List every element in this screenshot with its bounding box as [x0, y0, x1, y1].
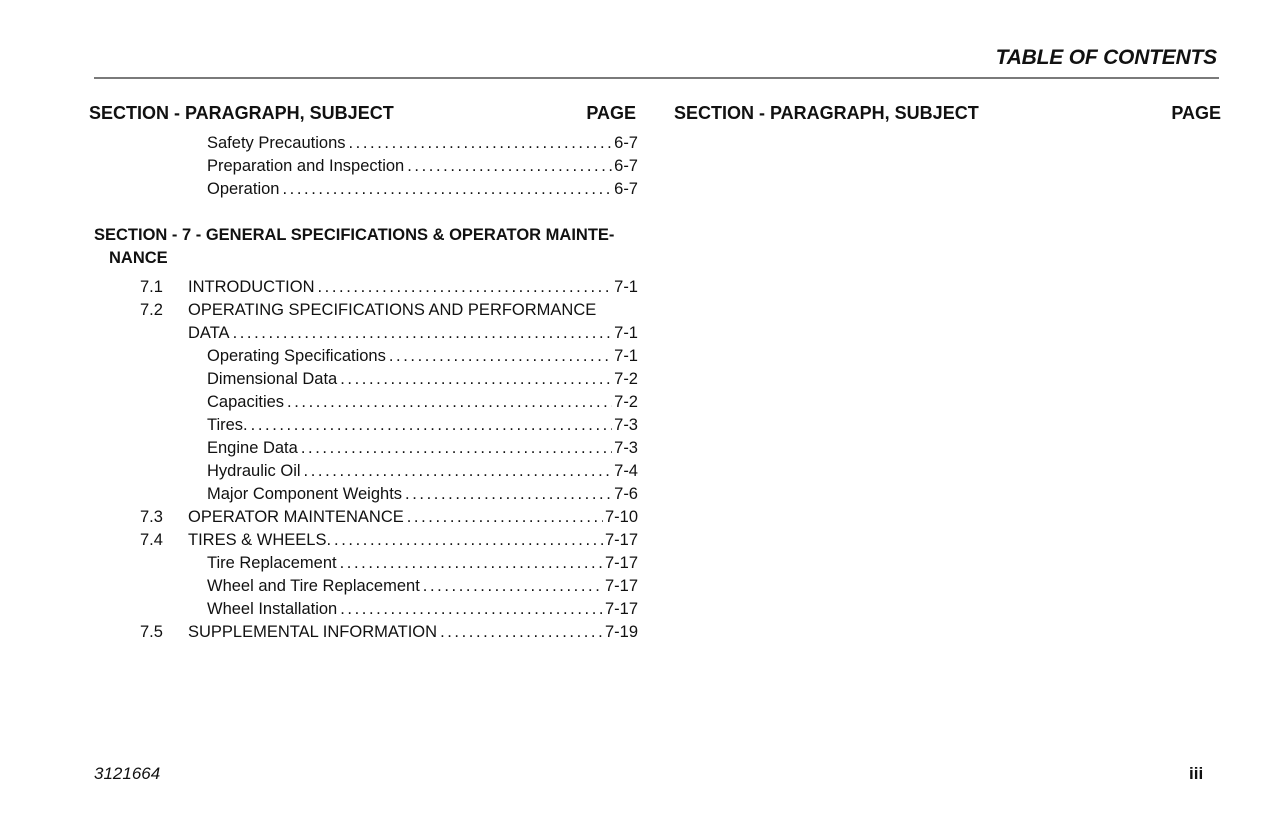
- toc-entry-text: DATA: [188, 324, 230, 342]
- left-page-label: PAGE: [586, 103, 636, 123]
- dot-leader: [407, 506, 603, 529]
- toc-entry-text: Engine Data: [207, 439, 298, 457]
- toc-entry-number: 7.3: [140, 508, 163, 526]
- dot-leader: [318, 276, 613, 299]
- dot-leader: [440, 621, 603, 644]
- footer-page-number: iii: [1189, 764, 1204, 783]
- toc-entry-text: Wheel and Tire Replacement: [207, 577, 420, 595]
- toc-entry-page: 7-3: [614, 439, 638, 457]
- toc-entry-page: 6-7: [614, 134, 638, 152]
- dot-leader: [340, 598, 603, 621]
- toc-entry-page: 7-2: [614, 370, 638, 388]
- toc-entry-page: 7-17: [604, 554, 638, 572]
- toc-entry-page: 6-7: [614, 180, 638, 198]
- toc-entry-text: OPERATING SPECIFICATIONS AND PERFORMANCE: [188, 301, 597, 319]
- toc-entry-page: 7-19: [604, 623, 638, 641]
- dot-leader: [282, 178, 612, 201]
- dot-leader: [389, 345, 612, 368]
- toc-entry-number: 7.2: [140, 301, 163, 319]
- toc-entry-page: 7-3: [614, 416, 638, 434]
- toc-entry-text: OPERATOR MAINTENANCE: [188, 508, 404, 526]
- toc-entry-page: 7-17: [604, 577, 638, 595]
- dot-leader: [301, 437, 612, 460]
- toc-entry-page: 6-7: [614, 157, 638, 175]
- dot-leader: [251, 414, 613, 437]
- left-subject-label: SECTION - PARAGRAPH, SUBJECT: [89, 103, 394, 123]
- toc-entry-number: 7.1: [140, 278, 163, 296]
- toc-entry-text: Dimensional Data: [207, 370, 338, 388]
- section-7-title-line1: SECTION - 7 - GENERAL SPECIFICATIONS & OPERATOR MAINTE-: [94, 226, 615, 244]
- toc-entry-text: SUPPLEMENTAL INFORMATION: [188, 623, 438, 641]
- toc-entry-page: 7-10: [604, 508, 638, 526]
- toc-entry-text: Hydraulic Oil: [207, 462, 301, 480]
- toc-entry-text: Safety Precautions: [207, 134, 346, 152]
- dot-leader: [349, 132, 613, 155]
- right-subject-label: SECTION - PARAGRAPH, SUBJECT: [674, 103, 979, 123]
- dot-leader: [340, 552, 603, 575]
- toc-entry-text: Preparation and Inspection: [207, 157, 405, 175]
- toc-entry-number: 7.5: [140, 623, 163, 641]
- toc-entry-page: 7-17: [604, 531, 638, 549]
- left-column-header: [89, 103, 636, 124]
- toc-entry-text: Tire Replacement: [207, 554, 337, 572]
- right-page-label: PAGE: [1171, 103, 1221, 123]
- dot-leader: [334, 529, 603, 552]
- dot-leader: [407, 155, 612, 178]
- toc-entry-text: Capacities: [207, 393, 285, 411]
- toc-entry-text: TIRES & WHEELS.: [188, 531, 332, 549]
- toc-entry-text: Operation: [207, 180, 280, 198]
- toc-entry-number: 7.4: [140, 531, 163, 549]
- toc-entry-page: 7-6: [614, 485, 638, 503]
- page-header-title: TABLE OF CONTENTS: [995, 46, 1217, 69]
- dot-leader: [340, 368, 612, 391]
- toc-entry-page: 7-4: [614, 462, 638, 480]
- section-7-title[interactable]: [94, 224, 634, 270]
- dot-leader: [287, 391, 612, 414]
- toc-entry-page: 7-1: [614, 278, 638, 296]
- footer-document-number: 3121664: [94, 764, 161, 783]
- toc-entry-page: 7-17: [604, 600, 638, 618]
- dot-leader: [233, 322, 613, 345]
- toc-entry-text: INTRODUCTION: [188, 278, 315, 296]
- toc-entry-text: Tires.: [207, 416, 248, 434]
- toc-entry-page: 7-1: [614, 347, 638, 365]
- toc-entry-text: Major Component Weights: [207, 485, 403, 503]
- dot-leader: [405, 483, 612, 506]
- section-7-title-line2: NANCE: [109, 249, 168, 267]
- toc-entry-page: 7-2: [614, 393, 638, 411]
- header-rule: [94, 77, 1219, 79]
- dot-leader: [304, 460, 613, 483]
- right-column-header: [674, 103, 1221, 124]
- toc-entry-page: 7-1: [614, 324, 638, 342]
- dot-leader: [423, 575, 603, 598]
- toc-entry-text: Operating Specifications: [207, 347, 386, 365]
- toc-entry-text: Wheel Installation: [207, 600, 338, 618]
